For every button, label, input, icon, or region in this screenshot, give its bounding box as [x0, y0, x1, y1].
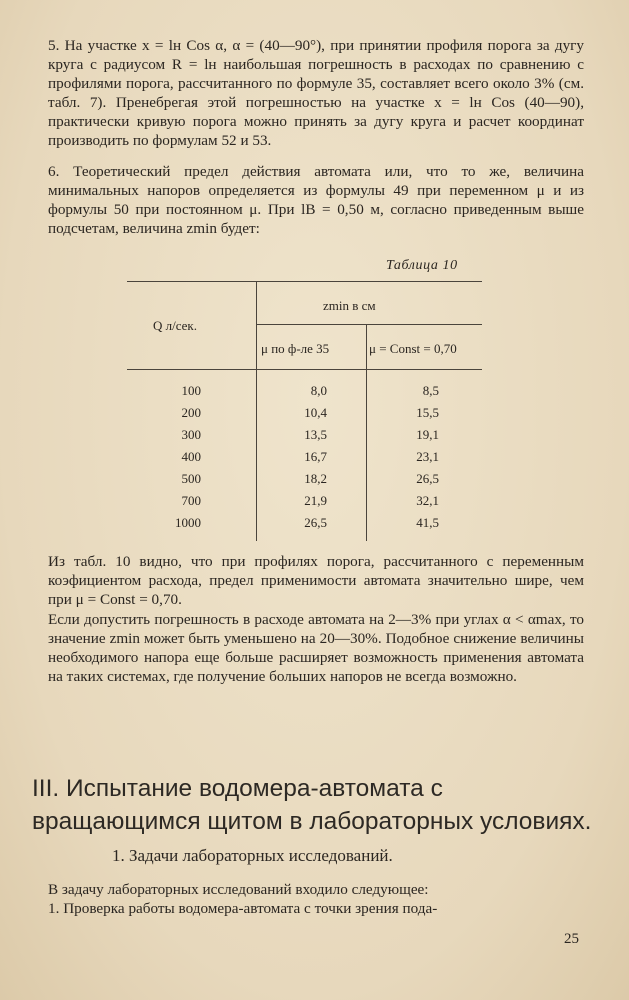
table-header-rule	[127, 369, 482, 370]
paragraph-tasks-item-1: 1. Проверка работы водомера-автомата с точки зрения пода-	[48, 899, 438, 917]
table-cell-zmin-const: 26,5	[416, 471, 439, 486]
table-caption: Таблица 10	[386, 258, 458, 273]
table-header-q: Q л/сек.	[153, 318, 198, 333]
table-header-mu-formula: μ по ф-ле 35	[261, 341, 330, 356]
table-cell-zmin-formula: 26,5	[304, 515, 327, 530]
sub-heading: 1. Задачи лабораторных исследований.	[112, 846, 393, 865]
table-cell-zmin-const: 8,5	[422, 383, 439, 398]
table-cell-zmin-formula: 16,7	[304, 449, 327, 464]
table-cell-zmin-const: 15,5	[416, 405, 439, 420]
table-cell-zmin-const: 32,1	[416, 493, 439, 508]
table-cell-q: 300	[181, 427, 201, 442]
table-col-divider-2	[366, 324, 367, 541]
table-cell-zmin-formula: 18,2	[304, 471, 327, 486]
table-top-rule	[127, 281, 482, 282]
paragraph-6-text: 6. Теоретический предел действия автомата или, что то же, величина минимальных напоров определяется из формулы 49 при переменном μ и из формулы 50 при постоянном μ. При lB = 0,50 м, согласно приведенным выше подсчетам, величина zmin будет:	[48, 163, 584, 237]
table-group-rule	[256, 324, 482, 325]
table-cell-q: 1000	[175, 515, 201, 530]
table-cell-zmin-const: 23,1	[416, 449, 439, 464]
paragraph-conclusion-text: Из табл. 10 видно, что при профилях порога, рассчитанного с переменным коэфициентом расхода, предел применимости автомата значительно шире, чем при μ = Const = 0,70.	[48, 553, 584, 608]
table-cell-zmin-const: 19,1	[416, 427, 439, 442]
paragraph-5	[48, 37, 584, 150]
paragraph-6	[48, 163, 584, 239]
paragraph-tasks	[48, 881, 584, 919]
paragraph-conclusion	[48, 553, 584, 610]
paragraph-5-text: 5. На участке x = lн Cos α, α = (40—90°), при принятии профиля порога за дугу круга с радиусом R = lн наибольшая погрешность в расходах по сравнению с профилями порога, рассчитанного по формуле 35, составляет всего около 3% (см. табл. 7). Пренебрегая этой погрешностью на участке x = lн Cos (40—90), практически кривую порога можно принять за дугу круга и расчет координат производить по формулам 52 и 53.	[48, 37, 584, 149]
table-header-mu-const: μ = Const = 0,70	[369, 341, 457, 356]
table-10	[127, 281, 482, 541]
table-col-divider-1	[256, 281, 257, 541]
table-cell-zmin-formula: 13,5	[304, 427, 327, 442]
table-cell-zmin-formula: 10,4	[304, 405, 327, 420]
paragraph-error-text: Если допустить погрешность в расходе автомата на 2—3% при углах α < αmax, то значение zmin может быть уменьшено на 20—30%. Подобное снижение величины необходимого напора еще больше расширяет возможность применения автомата на таких системах, где получение больших напоров не всегда возможно.	[48, 611, 584, 685]
paragraph-tasks-intro: В задачу лабораторных исследований входило следующее:	[48, 881, 429, 898]
page-number: 25	[564, 931, 579, 947]
paragraph-error	[48, 611, 584, 687]
table-cell-zmin-formula: 8,0	[310, 383, 327, 398]
table-cell-q: 700	[181, 493, 201, 508]
table-cell-q: 400	[181, 449, 201, 464]
table-cell-zmin-const: 41,5	[416, 515, 439, 530]
table-cell-q: 200	[181, 405, 201, 420]
table-cell-zmin-formula: 21,9	[304, 493, 327, 508]
table-cell-q: 500	[181, 471, 201, 486]
table-header-zmin: zmin в см	[323, 298, 376, 313]
section-heading: III. Испытание водомера-автомата с вращающимся щитом в лабораторных условиях.	[32, 775, 592, 835]
table-cell-q: 100	[181, 383, 201, 398]
